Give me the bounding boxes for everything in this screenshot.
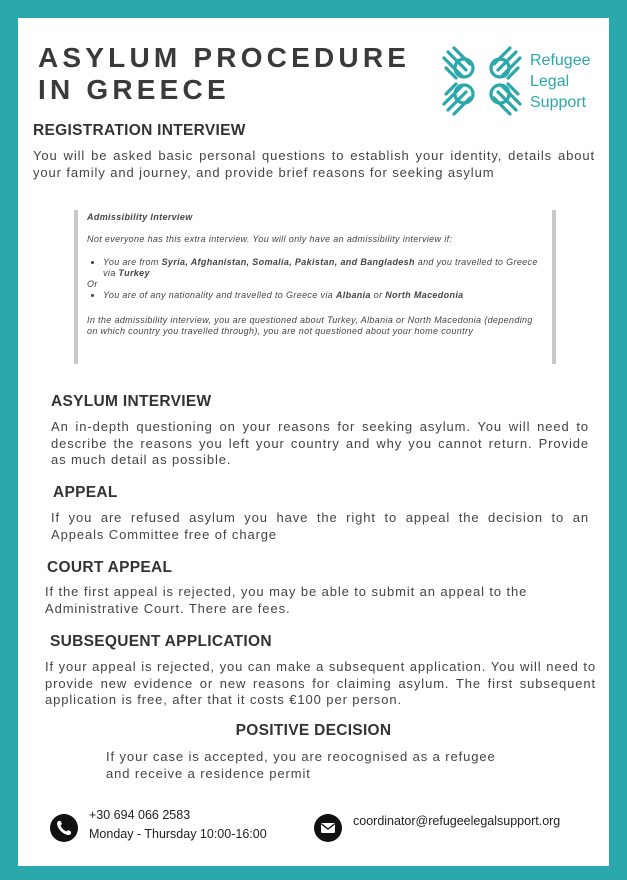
page [18,18,609,866]
positive-decision-line-1: If your case is accepted, you are reocognised as a refugee [106,749,496,764]
title-line-2: IN GREECE [38,74,230,105]
logo [442,46,602,116]
email-icon [314,814,342,842]
title-line-1: ASYLUM PROCEDURE [38,42,411,73]
logo-line-1: Refugee [530,52,591,69]
phone-icon [50,814,78,842]
logo-line-2: Legal [530,73,570,90]
appeal-text: If you are refused asylum you have the right to appeal the decision to an Appeals Committee free of charge [51,510,589,542]
admissibility-list-1 [87,257,543,280]
appeal-heading: APPEAL [53,484,118,501]
logo-line-3: Support [530,94,587,111]
positive-decision-heading: POSITIVE DECISION [235,722,392,739]
positive-decision-text [106,749,566,782]
admissibility-bullet-2: • You are of any nationality and travelled to Greece via Albania or North Macedonia [103,290,543,301]
subsequent-application-text: If your appeal is rejected, you can make a subsequent application. You will need to provide new evidence or new reasons for claiming asylum. The first subsequent application is free, after that it costs €100 per person. [45,659,596,707]
admissibility-or: Or [87,279,98,290]
admissibility-box [74,210,556,364]
admissibility-content [87,212,543,337]
phone-block [89,806,267,844]
admissibility-list-2 [87,290,543,301]
court-appeal-text: If the first appeal is rejected, you may be able to submit an appeal to the Administrative Court. There are fees. [45,584,528,616]
positive-decision-line-2: and receive a residence permit [106,765,311,781]
subsequent-application-heading: SUBSEQUENT APPLICATION [50,633,272,650]
page-title [38,42,410,106]
registration-heading: REGISTRATION INTERVIEW [33,122,246,139]
court-appeal-heading: COURT APPEAL [47,559,173,576]
logo-text [530,50,591,113]
registration-text: You will be asked basic personal questions to establish your identity, details about your family and journey, and provide brief reasons for seeking asylum [33,148,595,180]
email-address[interactable]: coordinator@refugeelegalsupport.org [353,814,561,828]
box-right-border [552,210,556,364]
admissibility-intro: Not everyone has this extra interview. You will only have an admissibility interview if: [87,234,453,245]
admissibility-title: Admissibility Interview [87,212,193,222]
phone-number[interactable]: +30 694 066 2583 [89,808,191,822]
hands-logo-icon [442,46,522,116]
asylum-interview-text: An in-depth questioning on your reasons for seeking asylum. You will need to describe the reasons you left your country and why you cannot return. Provide as much detail as possible. [51,419,589,467]
office-hours: Monday - Thursday 10:00-16:00 [89,827,267,841]
admissibility-outro: In the admissibility interview, you are questioned about Turkey, Albania or North Macedonia (depending on which country you travelled through), you are not questioned about your home country [87,314,533,337]
box-left-border [74,210,78,364]
admissibility-bullet-1: • You are from Syria, Afghanistan, Somalia, Pakistan, and Bangladesh and you travelled to Greece via Turkey [103,257,543,280]
asylum-interview-heading: ASYLUM INTERVIEW [51,393,212,410]
